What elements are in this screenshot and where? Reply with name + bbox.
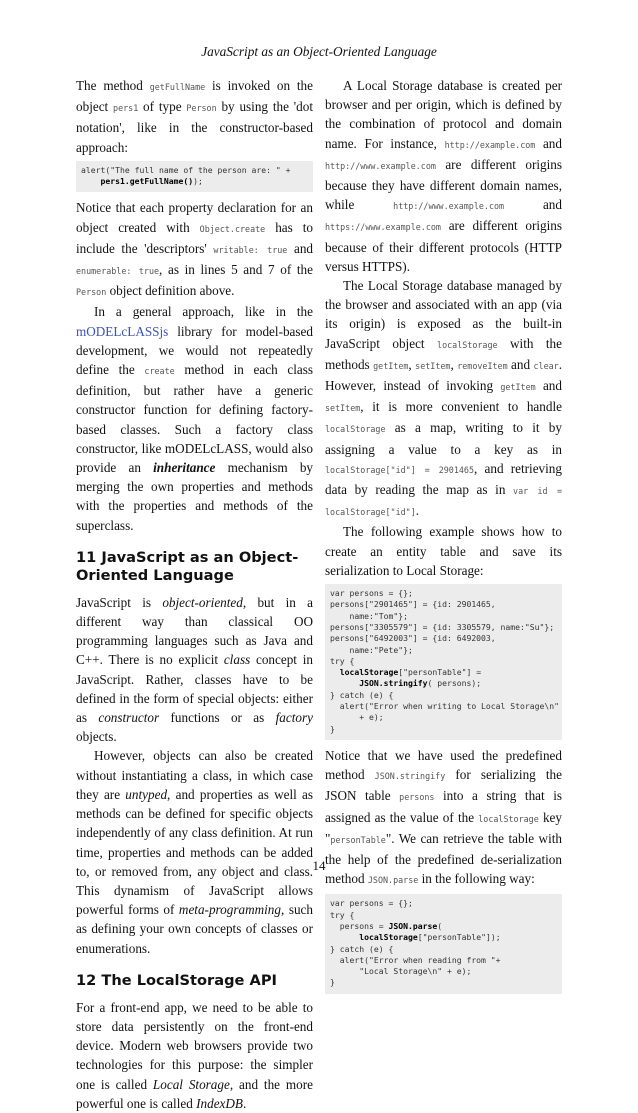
code-inline: Person [186,103,217,114]
code-block-alert: alert("The full name of the person are: " + pers1.getFullName()); [76,161,313,193]
code-block-save: var persons = {}; persons["2901465"] = {id: 2901465, name:"Tom"}; persons["3305579"] = {id: 3305579, name:"Su"}; persons["6492003"] = {id: 6492003, name:"Pete"}; try { localStorage["personTable"] = JSON.stringify( persons); } catch (e) { alert("Error when writing to Local Storage\n" + e); } [325,584,562,740]
paragraph-example-intro: The following example shows how to create an entity table and save its serialization to Local Storage: [325,524,562,578]
paragraph-js-oo: JavaScript is object-oriented, but in a different way than classical OO programming languages such as Java and C++. There is no explicit class concept in JavaScript. Rather, classes have to be defined in the form of special objects: either as constructor functions or as factory objects. [76,594,313,745]
paragraph-getfullname: The method getFullName is invoked on the object pers1 of type Person by using the 'dot notation', like in the constructor-based approach: [76,78,313,155]
section-heading-12: 12 The LocalStorage API [76,971,277,989]
left-column [76,76,313,1113]
paragraph-origin: A Local Storage database is created per browser and per origin, which is defined by the combination of protocol and domain name. For instance, http://example.com and http://www.example.com are different origins because they have different domain names, while http://www.example.com and https://www.example.com are different origins because of their different protocols (HTTP versus HTTPS). [325,78,562,274]
paragraph-localstorage-object: The Local Storage database managed by the browser and associated with an app (via its origin) is exposed as the built-in JavaScript object localStorage with the methods getItem, setItem, removeItem and clear. However, instead of invoking getItem and setItem, it is more convenient to handle localStorage as a map, writing to it by assigning a value to a key as in localStorage["id"] = 2901465, and retrieving data by reading the map as in var id = localStorage["id"]. [325,278,563,519]
code-block-load: var persons = {}; try { persons = JSON.parse( localStorage["personTable"]); } catch (e) { alert("Error when reading from "+ "Local Storage\n" + e); } [325,894,562,993]
modelclassjs-link[interactable]: mODELcLASSjs [76,323,169,339]
section-heading-11: 11 JavaScript as an Object-Oriented Language [76,548,299,584]
paragraph-frontend-storage: For a front-end app, we need to be able to store data persistently on the front-end device. Modern web browsers provide two technologies for this purpose: the simpler one is called Local Storage, and the more powerful one is called IndexDB. [76,999,313,1111]
running-header: JavaScript as an Object-Oriented Language [201,44,437,59]
paragraph-general-approach: In a general approach, like in the mODELcLASSjs library for model-based development, we would not repeatedly define the create method in each class definition, but rather have a generic constructor function for defining factory-based classes. Such a factory class constructor, like mODELcLASS, would also provide an inheritance mechanism by merging the own properties and methods with the properties and methods of the superclass. [76,304,314,533]
code-inline: pers1 [113,103,139,114]
paragraph-json-stringify: Notice that we have used the predefined method JSON.stringify for serializing the JSON table persons into a string that is assigned as the value of the localStorage key "personTable". We can retrieve the table with the help of the predefined de-serialization method JSON.parse in the following way: [325,747,563,887]
paragraph-descriptors: Notice that each property declaration for an object created with Object.create has to include the 'descriptors' writable: true and enumerable: true, as in lines 5 and 7 of the Person object definition above. [76,200,314,299]
paragraph-untyped-objects: However, objects can also be created without instantiating a class, in which case they are untyped, and properties as well as methods can be defined for specific objects independently of any class definition. At run time, properties and methods can be added to, or removed from, any object and class. This dynamism of JavaScript allows powerful forms of meta-programming, such as defining your own concepts of classes or enumerations. [76,748,313,956]
code-inline: getFullName [149,82,206,92]
page-number: 14 [312,858,326,873]
